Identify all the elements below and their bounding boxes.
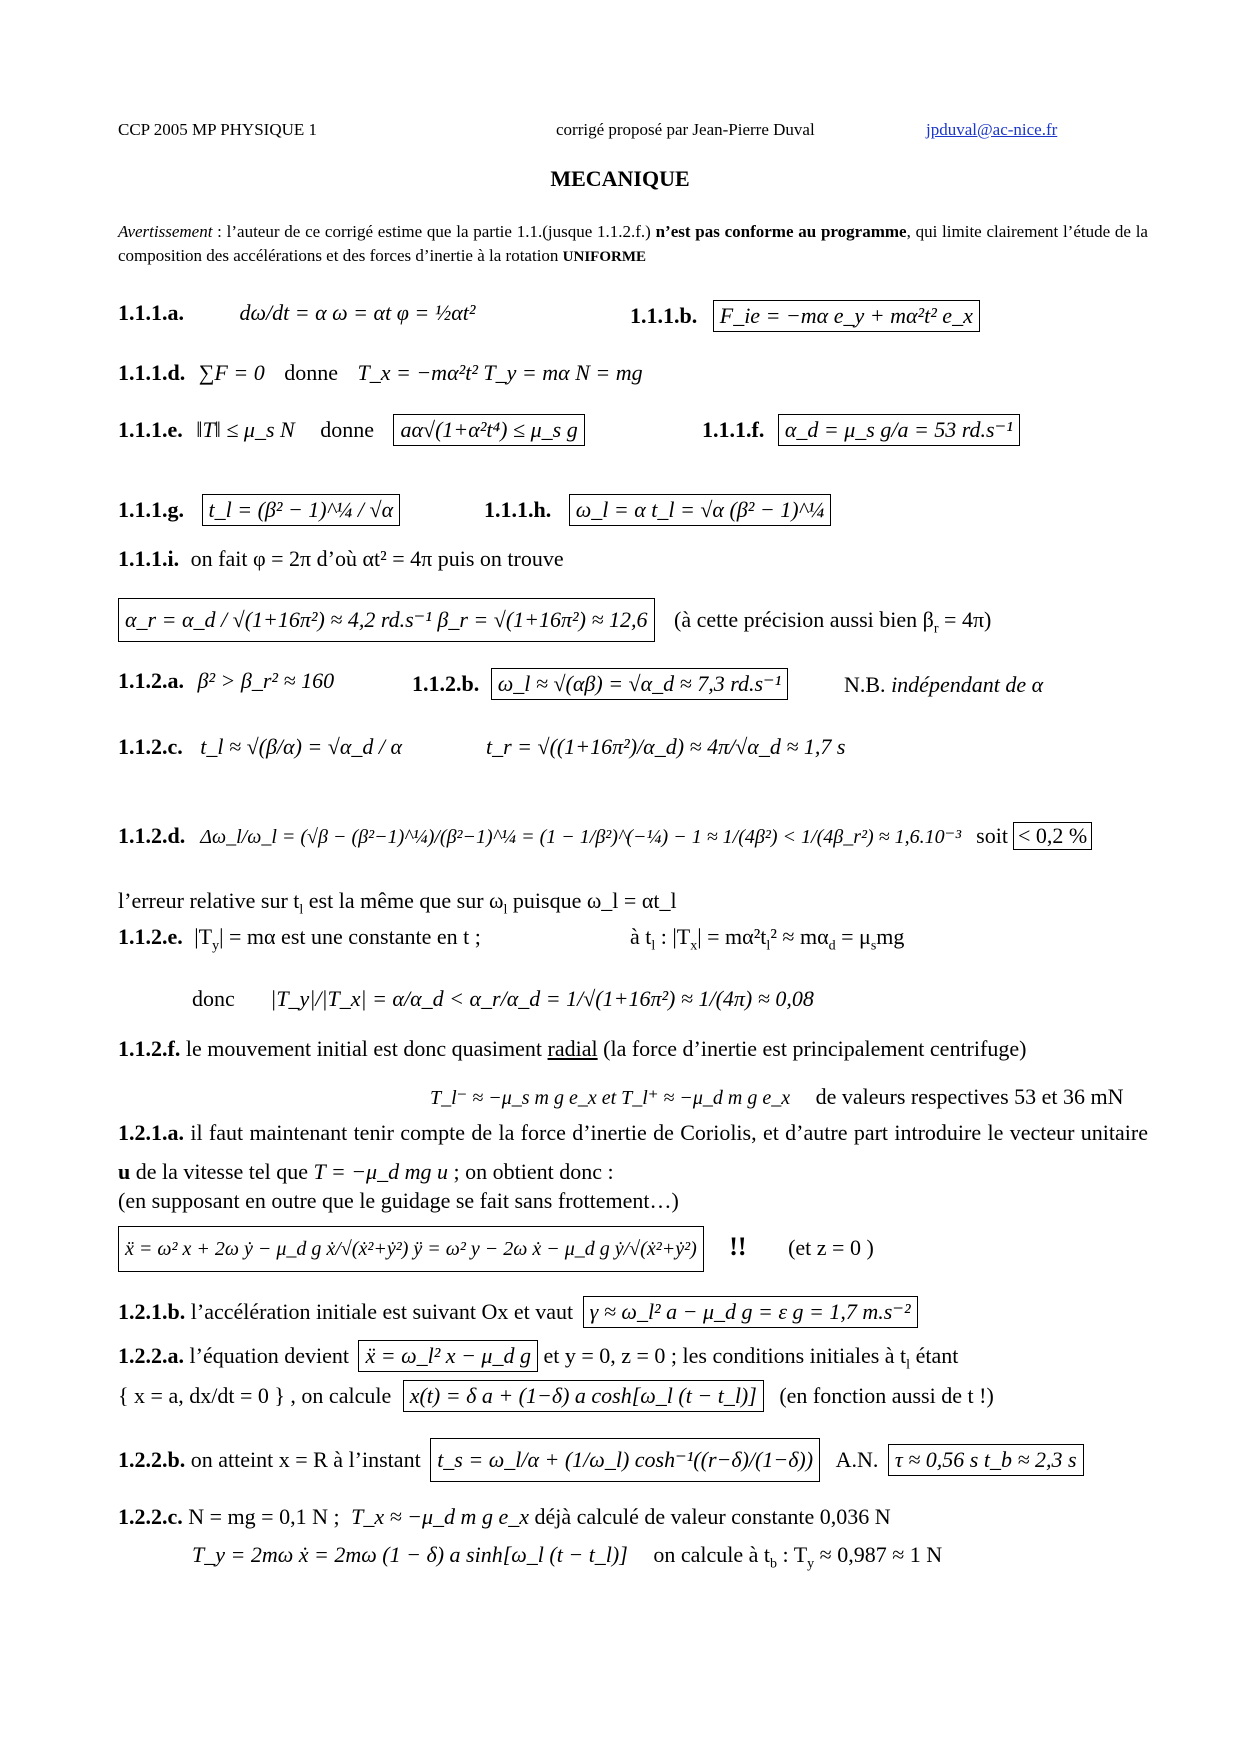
t122c-a: on calcule à t [653, 1542, 770, 1567]
warning-uniform: UNIFORME [562, 248, 646, 265]
eq-122c-1: T_x ≈ −μ_d m g e_x [351, 1504, 529, 1529]
line-122c [118, 1504, 891, 1530]
eq-111d-2: T_x = −mα²t² T_y = mα N = mg [357, 360, 643, 385]
text-112d: soit [976, 823, 1008, 848]
line-111i [118, 546, 564, 572]
label-111f: 1.1.1.f. [702, 417, 765, 442]
eq-112f: T_l⁻ ≈ −μ_s m g e_x et T_l⁺ ≈ −μ_d m g e_x [430, 1087, 791, 1109]
label-111a: 1.1.1.a. [118, 300, 184, 325]
header-course: CCP 2005 MP PHYSIQUE 1 [118, 120, 318, 139]
text-122a-2: et y = 0, z = 0 ; les conditions initiales à t [537, 1343, 907, 1368]
text-121a-z: (et z = 0 ) [788, 1235, 874, 1260]
t112e-c: à t [630, 924, 652, 949]
line-111i-result [118, 598, 991, 642]
text-112f-2: (la force d’inertie est principalement centrifuge) [597, 1036, 1027, 1061]
label-122a: 1.2.2.a. [118, 1343, 184, 1368]
t112e-e: | = mα²t [697, 924, 767, 949]
paragraph-112f [118, 1030, 1148, 1069]
note-112b-text: N.B. [844, 672, 892, 697]
label-111d: 1.1.1.d. [118, 360, 186, 385]
line-112e-right [630, 924, 904, 955]
label-112e: 1.1.2.e. [118, 924, 183, 949]
note-111i-text: (à cette précision aussi bien β [674, 607, 934, 632]
t112e-s3: l [651, 938, 656, 954]
text-112f-3: de valeurs respectives 53 et 36 mN [815, 1084, 1124, 1109]
note-112b-italic: indépendant de α [891, 672, 1044, 697]
line-112c [118, 734, 402, 760]
label-121b: 1.2.1.b. [118, 1299, 186, 1324]
t112e-b: | = mα est une constante en t ; [219, 924, 481, 949]
t122c-c: ≈ 0,987 ≈ 1 N [814, 1542, 943, 1567]
text-121a-u: u [118, 1158, 131, 1184]
t112e-a: |T [194, 924, 213, 949]
rel-sub-2: l [503, 902, 508, 918]
text-121a-excl: !! [729, 1232, 747, 1261]
eq-111a: dω/dt = α ω = αt φ = ½αt² [239, 300, 476, 325]
eq-111g: t_l = (β² − 1)^¼ / √α [202, 494, 401, 526]
eq-111h: ω_l = α t_l = √α (β² − 1)^¼ [569, 494, 832, 526]
eq-112c-1: t_l ≈ √(β/α) = √α_d / α [200, 734, 403, 759]
result-112d: < 0,2 % [1013, 822, 1092, 850]
line-122b [118, 1438, 1084, 1482]
t112e-s5: l [766, 938, 771, 954]
author-email-link[interactable]: jpduval@ac-nice.fr [926, 120, 1058, 139]
warning-paragraph [118, 220, 1148, 268]
label-111e: 1.1.1.e. [118, 417, 183, 442]
text-donc: donc [192, 986, 235, 1011]
eq-111i: α_r = α_d / √(1+16π²) ≈ 4,2 rd.s⁻¹ β_r = √(1+16π²) ≈ 12,6 [118, 598, 655, 642]
line-122c-2 [192, 1542, 942, 1573]
line-112f-eq [430, 1084, 1124, 1110]
warning-text-2: , qui limite clairement l’étude de la composition des accélérations et des forces d’inertie à la rotation [118, 222, 1148, 265]
text-111d: donne [284, 360, 338, 385]
warning-text: : l’auteur de ce corrigé estime que la partie 1.1.(jusque 1.1.2.f.) [212, 222, 656, 241]
line-111d [118, 360, 643, 386]
eq-121a-system: ẍ = ω² x + 2ω ẏ − μ_d g ẋ/√(ẋ²+ẏ²) ÿ = ω² y − 2ω ẋ − μ_d g ẏ/√(ẋ²+ẏ²) [118, 1226, 704, 1272]
line-112d [118, 822, 1092, 850]
line-122a-2 [118, 1380, 994, 1412]
text-122a-3: étant [910, 1343, 959, 1368]
line-111g [118, 494, 400, 526]
eq-111f: α_d = μ_s g/a = 53 rd.s⁻¹ [778, 414, 1020, 446]
eq-111b: F_ie = −mα e_y + mα²t² e_x [713, 300, 980, 332]
eq-121a: T = −μ_d mg u [313, 1158, 448, 1184]
eq-112d: Δω_l/ω_l = (√β − (β²−1)^¼)/(β²−1)^¼ = (1 − 1/β²)^(−¼) − 1 ≈ 1/(4β²) < 1/(4β_r²) ≈ 1,6.10⁻³ [200, 826, 962, 848]
note-111i-sub: r [933, 621, 939, 637]
text-122b-an: A.N. [835, 1447, 879, 1472]
paragraph-121a [118, 1114, 1148, 1191]
text-121a-2: de la vitesse tel que [130, 1158, 314, 1184]
line-111f [702, 414, 1020, 446]
t112e-s6: d [828, 938, 836, 954]
t112e-f: ² ≈ mα [770, 924, 829, 949]
header-author: corrigé proposé par Jean-Pierre Duval [556, 120, 815, 139]
warning-bold: n’est pas conforme au programme [655, 222, 907, 241]
page-title: MECANIQUE [550, 166, 690, 191]
text-122c-2: déjà calculé de valeur constante 0,036 N [528, 1504, 891, 1529]
eq-112c-2: t_r = √((1+16π²)/α_d) ≈ 4π/√α_d ≈ 1,7 s [486, 734, 846, 759]
line-112a [118, 668, 334, 694]
t122c-s1: b [769, 1556, 777, 1572]
label-122c: 1.2.2.c. [118, 1504, 183, 1529]
eq-122b: t_s = ω_l/α + (1/ω_l) cosh⁻¹((r−δ)/(1−δ)) [430, 1438, 820, 1482]
label-111i: 1.1.1.i. [118, 546, 180, 571]
line-112e [118, 924, 481, 955]
line-111h [484, 494, 831, 526]
label-112d: 1.1.2.d. [118, 823, 186, 848]
note-112b [844, 672, 1043, 698]
line-111a [118, 300, 475, 326]
text-122c-3 [653, 1542, 943, 1572]
eq-122a-1: ẍ = ω_l² x − μ_d g [358, 1340, 538, 1372]
text-122a-4: { x = a, dx/dt = 0 } , on calcule [118, 1383, 392, 1408]
text-121b: l’accélération initiale est suivant Ox et vaut [185, 1299, 574, 1324]
rel-text-1: l’erreur relative sur t [118, 888, 300, 913]
line-111e [118, 414, 585, 446]
text-122a-sub: l [906, 1357, 911, 1373]
note-111i-end: = 4π) [938, 607, 992, 632]
eq-122a-2: x(t) = δ a + (1−δ) a cosh[ω_l (t − t_l)] [403, 1380, 764, 1412]
t112e-h: mg [876, 924, 905, 949]
eq-111e-1: ‖T‖ ≤ μ_s N [196, 417, 295, 442]
line-112d-rel [118, 888, 677, 919]
eq-122c-2: T_y = 2mω ẋ = 2mω (1 − δ) a sinh[ω_l (t − t_l)] [192, 1542, 628, 1567]
text-122a-1: l’équation devient [184, 1343, 349, 1368]
label-121a: 1.2.1.a. [118, 1120, 184, 1145]
rel-text-2: est la même que sur ω [303, 888, 504, 913]
line-112c-2 [486, 734, 846, 760]
line-122a [118, 1340, 958, 1374]
text-111e: donne [320, 417, 374, 442]
text-122c-1: N = mg = 0,1 N ; [182, 1504, 340, 1529]
label-112b: 1.1.2.b. [412, 671, 480, 696]
t122c-b: : T [776, 1542, 808, 1567]
eq-112e: |T_y|/|T_x| = α/α_d < α_r/α_d = 1/√(1+16π²) ≈ 1/(4π) ≈ 0,08 [270, 986, 814, 1011]
label-122b: 1.2.2.b. [118, 1447, 186, 1472]
line-112e-donc [192, 986, 814, 1012]
text-121a-3: ; on obtient donc : [448, 1158, 614, 1184]
warning-label: Avertissement [118, 222, 213, 241]
text-112f-radial: radial [547, 1036, 598, 1061]
eq-111d-1: ∑F = 0 [198, 360, 265, 385]
text-111i: on fait φ = 2π d’où αt² = 4π puis on trouve [190, 546, 564, 571]
text-122a-5: (en fonction aussi de t !) [779, 1383, 994, 1408]
label-112f: 1.1.2.f. [118, 1036, 181, 1061]
t112e-g: = μ [835, 924, 871, 949]
eq-112b: ω_l ≈ √(αβ) = √α_d ≈ 7,3 rd.s⁻¹ [491, 668, 789, 700]
t122c-s2: y [807, 1556, 815, 1572]
t112e-s1: y [212, 938, 220, 954]
label-112a: 1.1.2.a. [118, 668, 184, 693]
label-111h: 1.1.1.h. [484, 497, 552, 522]
label-111b: 1.1.1.b. [630, 303, 698, 328]
t112e-s7: s [870, 938, 877, 954]
label-111g: 1.1.1.g. [118, 497, 184, 522]
line-121a-system [118, 1226, 874, 1272]
t112e-s4: x [690, 938, 698, 954]
line-121b [118, 1296, 918, 1328]
eq-111e-2: aα√(1+α²t⁴) ≤ μ_s g [393, 414, 584, 446]
result-122b: τ ≈ 0,56 s t_b ≈ 2,3 s [888, 1444, 1084, 1476]
text-112e-1 [194, 924, 481, 954]
text-122b: on atteint x = R à l’instant [185, 1447, 421, 1472]
eq-121b: γ ≈ ω_l² a − μ_d g = ε g = 1,7 m.s⁻² [583, 1296, 918, 1328]
note-111i [674, 607, 992, 637]
line-121a-note: (en supposant en outre que le guidage se fait sans frottement…) [118, 1188, 679, 1213]
rel-sub-1: l [299, 902, 304, 918]
label-112c: 1.1.2.c. [118, 734, 183, 759]
text-112f-1: le mouvement initial est donc quasiment [180, 1036, 548, 1061]
text-121a-1: il faut maintenant tenir compte de la force d’inertie de Coriolis, et d’autre part introduire le vecteur unitaire [184, 1120, 1148, 1145]
rel-text-3: puisque ω_l = αt_l [507, 888, 677, 913]
eq-112a: β² > β_r² ≈ 160 [197, 668, 335, 693]
line-112b [412, 668, 788, 700]
t112e-d: : |T [655, 924, 691, 949]
line-111b [630, 300, 980, 332]
